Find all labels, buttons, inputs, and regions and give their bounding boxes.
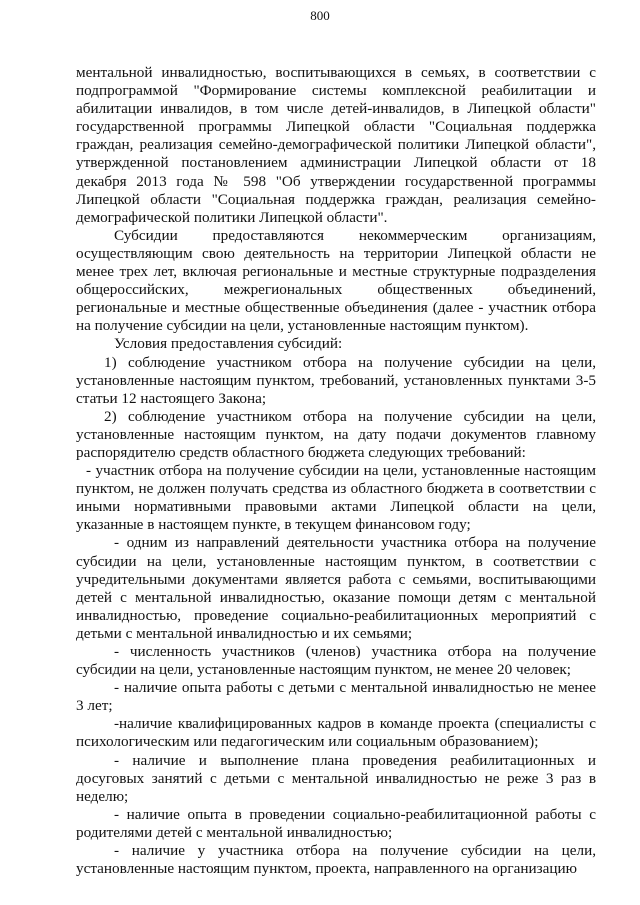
paragraph-subsidies-recipients: Субсидии предоставляются некоммерческим организациям, осуществляющим свою деятельность на территории Липецкой области не менее трех лет, включая региональные и местные структурные подразделения общероссийских, межрегиональных общественных объединений, региональные и местные общественные объединения (далее - участник отбора на получение субсидии на цели, установленные настоящим пунктом).	[76, 226, 596, 335]
paragraph-requirement-project: - наличие у участника отбора на получение субсидии на цели, установленные настоящим пунктом, проекта, направленного на организацию	[76, 842, 596, 878]
paragraph-continuation: ментальной инвалидностью, воспитывающихся в семьях, в соответствии с подпрограммой "Формирование системы комплексной реабилитации и абилитации инвалидов, в том числе детей-инвалидов, в Липецкой области" государственной программы Липецкой области "Социальная поддержка граждан, реализация семейно-демографической политики Липецкой области", утвержденной постановлением администрации Липецкой области от 18 декабря 2013 года № 598 "Об утверждении государственной программы Липецкой области "Социальная поддержка граждан, реализация семейно-демографической политики Липецкой области".	[76, 64, 596, 226]
paragraph-condition-1: 1) соблюдение участником отбора на получение субсидии на цели, установленные настоящим пунктом, требований, установленных пунктами 3-5 статьи 12 настоящего Закона;	[76, 353, 596, 407]
paragraph-requirement-experience: - наличие опыта работы с детьми с ментальной инвалидностью не менее 3 лет;	[76, 679, 596, 715]
paragraph-requirement-plan: - наличие и выполнение плана проведения реабилитационных и досуговых занятий с детьми с ментальной инвалидностью не реже 3 раз в неделю;	[76, 751, 596, 805]
paragraph-requirement-activity: - одним из направлений деятельности участника отбора на получение субсидии на цели, установленные настоящим пунктом, в соответствии с учредительными документами является работа с семьями, воспитывающими детей с ментальной инвалидностью, оказание помощи детям с ментальной инвалидностью, проведение социально-реабилитационных мероприятий с детьми с ментальной инвалидностью и их семьями;	[76, 534, 596, 642]
paragraph-requirement-parents-work: - наличие опыта в проведении социально-реабилитационной работы с родителями детей с ментальной инвалидностью;	[76, 805, 596, 841]
paragraph-requirement-no-other-funds: - участник отбора на получение субсидии на цели, установленные настоящим пунктом, не должен получать средства из областного бюджета в соответствии с иными нормативными правовыми актами Липецкой области на цели, указанные в настоящем пункте, в текущем финансовом году;	[76, 462, 596, 534]
paragraph-conditions-heading: Условия предоставления субсидий:	[114, 335, 343, 353]
paragraph-requirement-staff: -наличие квалифицированных кадров в команде проекта (специалисты с психологическим или педагогическим или социальным образованием);	[76, 715, 596, 751]
document-body	[76, 64, 596, 878]
paragraph-condition-2: 2) соблюдение участником отбора на получение субсидии на цели, установленные настоящим пунктом, на дату подачи документов главному распорядителю средств областного бюджета следующих требований:	[76, 407, 596, 461]
page-number: 800	[310, 8, 330, 23]
paragraph-requirement-members: - численность участников (членов) участника отбора на получение субсидии на цели, установленные настоящим пунктом, не менее 20 человек;	[76, 643, 596, 679]
